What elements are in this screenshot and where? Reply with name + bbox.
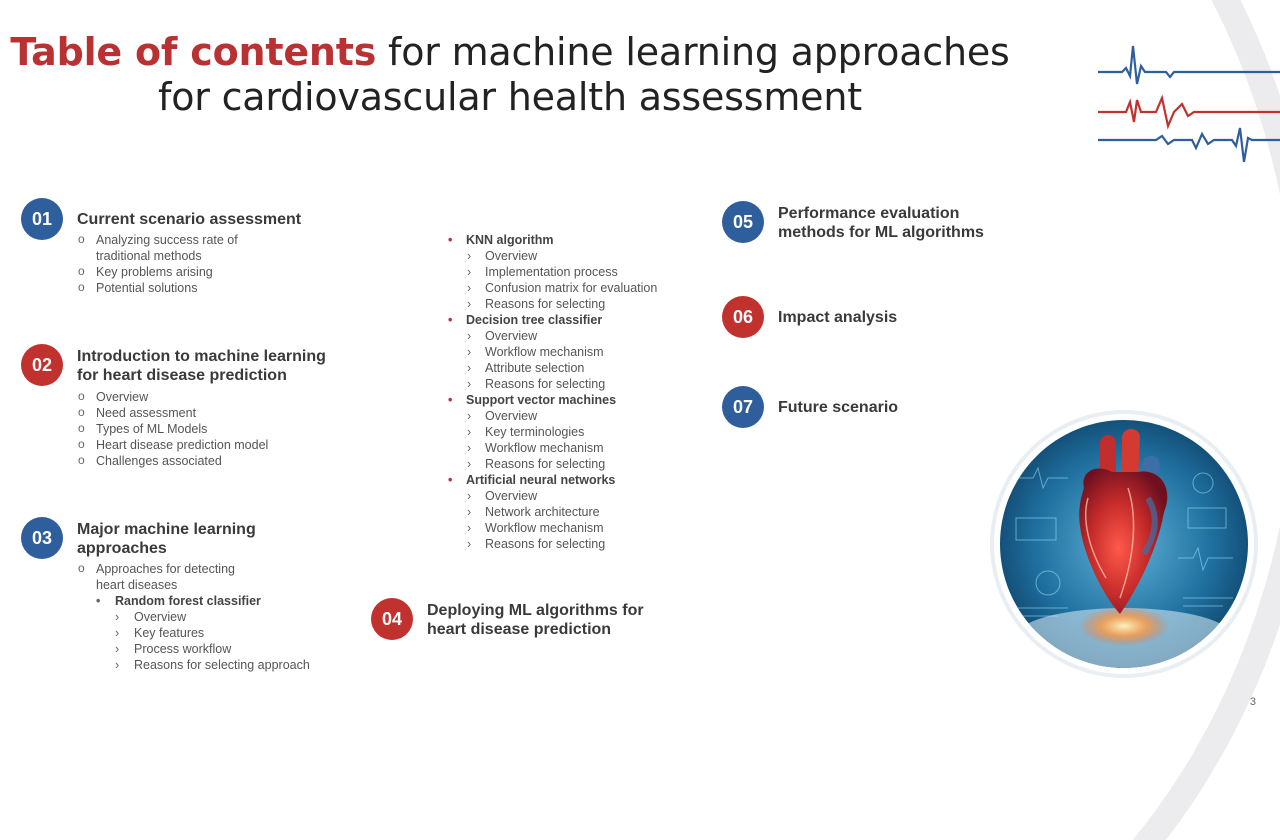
section-number-badge: 06 [722,296,764,338]
list-item: › Workflow mechanism [446,440,706,456]
group-title: • Decision tree classifier [446,312,706,328]
list-item: o Need assessment [77,405,317,421]
section-heading[interactable] [77,347,357,385]
list-item: › Overview [446,248,706,264]
section-items [77,389,317,469]
ecg-lines-icon [1096,40,1280,166]
section-heading-line: Major machine learning [77,521,256,538]
list-item: o Key problems arising [77,264,277,280]
page-title [0,30,1020,120]
section-heading-line: approaches [77,540,167,557]
list-item: o Challenges associated [77,453,317,469]
list-item: › Key features [77,625,347,641]
list-item: › Network architecture [446,504,706,520]
list-item: › Process workflow [77,641,347,657]
list-item: › Key terminologies [446,424,706,440]
list-item: o Analyzing success rate of traditional methods [77,232,256,264]
section-heading[interactable]: Current scenario assessment [77,211,302,228]
section-heading-line: Performance evaluation [778,205,960,222]
list-item: o Heart disease prediction model [77,437,317,453]
section-heading-line: Deploying ML algorithms for [427,602,644,619]
list-item: › Reasons for selecting [446,536,706,552]
middle-column-list [446,232,706,552]
list-item-line: heart diseases [96,578,178,592]
section-items [77,561,347,673]
list-item: › Reasons for selecting [446,376,706,392]
section-heading-line: methods for ML algorithms [778,224,984,241]
list-item: › Overview [77,609,347,625]
list-item: › Overview [446,488,706,504]
list-item: › Reasons for selecting [446,296,706,312]
list-item: › Workflow mechanism [446,520,706,536]
section-heading[interactable]: Future scenario [778,399,899,416]
section-number-badge: 04 [371,598,413,640]
list-item: › Reasons for selecting [446,456,706,472]
section-heading-line: Introduction to machine learning [77,348,326,365]
title-rest: for machine learning approaches for cardiovascular health assessment [158,30,1010,119]
section-number-badge: 01 [21,198,63,240]
title-highlight: Table of contents [10,30,377,74]
list-item: › Attribute selection [446,360,706,376]
section-number-badge: 03 [21,517,63,559]
section-items [77,232,277,296]
section-number-badge: 02 [21,344,63,386]
section-number-badge: 05 [722,201,764,243]
section-heading-line: heart disease prediction [427,621,612,638]
list-item: › Overview [446,408,706,424]
section-number-badge: 07 [722,386,764,428]
list-item: o Overview [77,389,317,405]
list-item: › Implementation process [446,264,706,280]
list-item: › Confusion matrix for evaluation [446,280,706,296]
heart-hologram-image [988,408,1260,680]
section-heading[interactable]: Impact analysis [778,309,898,326]
group-title: • Artificial neural networks [446,472,706,488]
page-number: 3 [1249,696,1256,708]
group-title: • KNN algorithm [446,232,706,248]
list-item: › Reasons for selecting approach [77,657,347,673]
section-heading[interactable] [77,520,337,558]
list-item: o Types of ML Models [77,421,317,437]
list-item-line: o Approaches for detecting [96,562,235,576]
list-item: o Potential solutions [77,280,277,296]
sub-heading: • Random forest classifier [77,593,347,609]
section-heading[interactable] [778,204,1038,242]
list-item: › Workflow mechanism [446,344,706,360]
group-title: • Support vector machines [446,392,706,408]
section-heading[interactable] [427,601,687,639]
list-item [77,561,347,593]
section-heading-line: for heart disease prediction [77,367,287,384]
list-item: › Overview [446,328,706,344]
